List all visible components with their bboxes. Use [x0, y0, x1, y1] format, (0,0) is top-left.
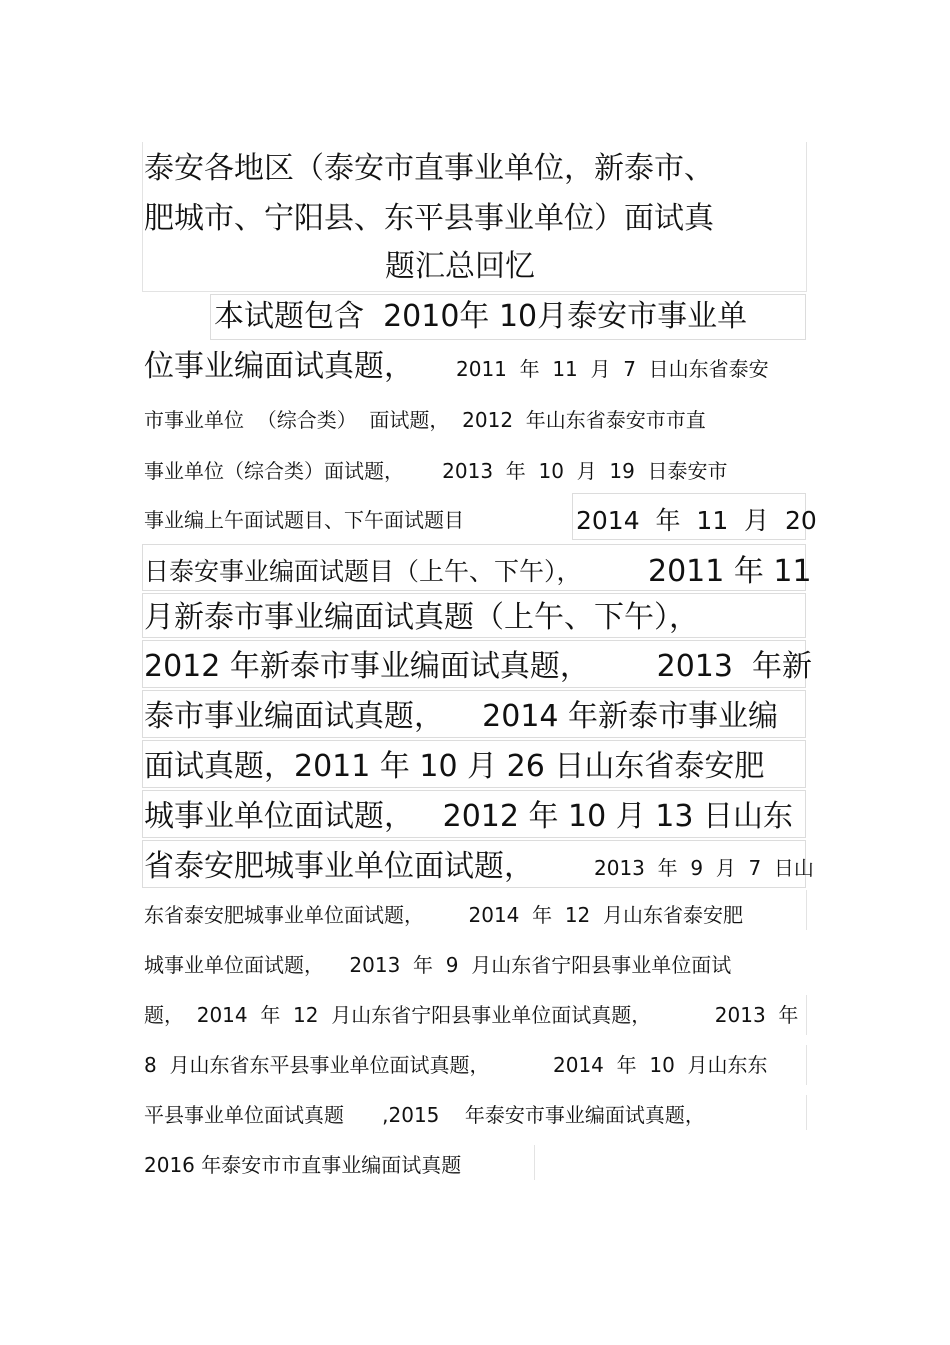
right-margin-rule-b — [806, 995, 807, 1035]
body-line-2011-xintai: 2011 年 11 — [648, 554, 812, 589]
body-line-7: 月新泰市事业编面试真题（上午、下午）， — [144, 600, 699, 635]
body-line-2013-sep: 2013 年 9 月 7 日山 — [594, 856, 814, 880]
title-line-2: 肥城市、宁阳县、东平县事业单位）面试真 — [144, 201, 714, 236]
title-line-1: 泰安各地区（泰安市直事业单位，新泰市、 — [144, 151, 714, 186]
body-line-4: 事业单位（综合类）面试题， 2013 年 10 月 19 日泰安市 — [144, 459, 728, 483]
title-frame-bottom-rule — [142, 291, 806, 292]
right-margin-rule-a — [806, 890, 807, 930]
end-rule — [534, 1145, 535, 1180]
body-line-intro: 本试题包含 2010年 10月泰安市事业单 — [214, 299, 748, 334]
body-line-2010: 位事业编面试真题， — [144, 349, 414, 384]
body-line-3: 市事业单位 （综合类） 面试题， 2012 年山东省泰安市市直 — [144, 408, 706, 432]
body-line-17: 平县事业单位面试真题 ,2015 年泰安市事业编面试真题， — [144, 1103, 705, 1127]
body-line-9: 泰市事业编面试真题， 2014 年新泰市事业编 — [144, 699, 779, 734]
body-line-6: 日泰安事业编面试题目（上午、下午）， — [144, 557, 582, 586]
body-line-14: 城事业单位面试题， 2013 年 9 月山东省宁阳县事业单位面试 — [144, 953, 732, 977]
body-line-8: 2012 年新泰市事业编面试真题， 2013 年新 — [144, 649, 813, 684]
body-line-18: 2016 年泰安市市直事业编面试真题 — [144, 1153, 462, 1177]
title-frame-right-rule — [806, 142, 807, 292]
body-line-11: 城事业单位面试题， 2012 年 10 月 13 日山东 — [144, 799, 793, 834]
body-line-13: 东省泰安肥城事业单位面试题， 2014 年 12 月山东省泰安肥 — [144, 903, 743, 927]
title-line-3: 题汇总回忆 — [385, 249, 535, 284]
right-margin-rule-d — [806, 1095, 807, 1130]
right-margin-rule-c — [806, 1045, 807, 1085]
body-line-12: 省泰安肥城事业单位面试题， — [144, 849, 534, 884]
body-line-2011-a: 2011 年 11 月 7 日山东省泰安 — [456, 357, 769, 381]
body-line-5: 事业编上午面试题目、下午面试题目 — [144, 508, 464, 532]
body-line-10: 面试真题，2011 年 10 月 26 日山东省泰安肥 — [144, 749, 765, 784]
body-line-15: 题， 2014 年 12 月山东省宁阳县事业单位面试真题， 2013 年 — [144, 1003, 799, 1027]
body-line-2014-date: 2014 年 11 月 20 — [576, 506, 817, 535]
body-line-16: 8 月山东省东平县事业单位面试真题， 2014 年 10 月山东东 — [144, 1053, 768, 1077]
title-frame-left-rule — [142, 142, 143, 292]
